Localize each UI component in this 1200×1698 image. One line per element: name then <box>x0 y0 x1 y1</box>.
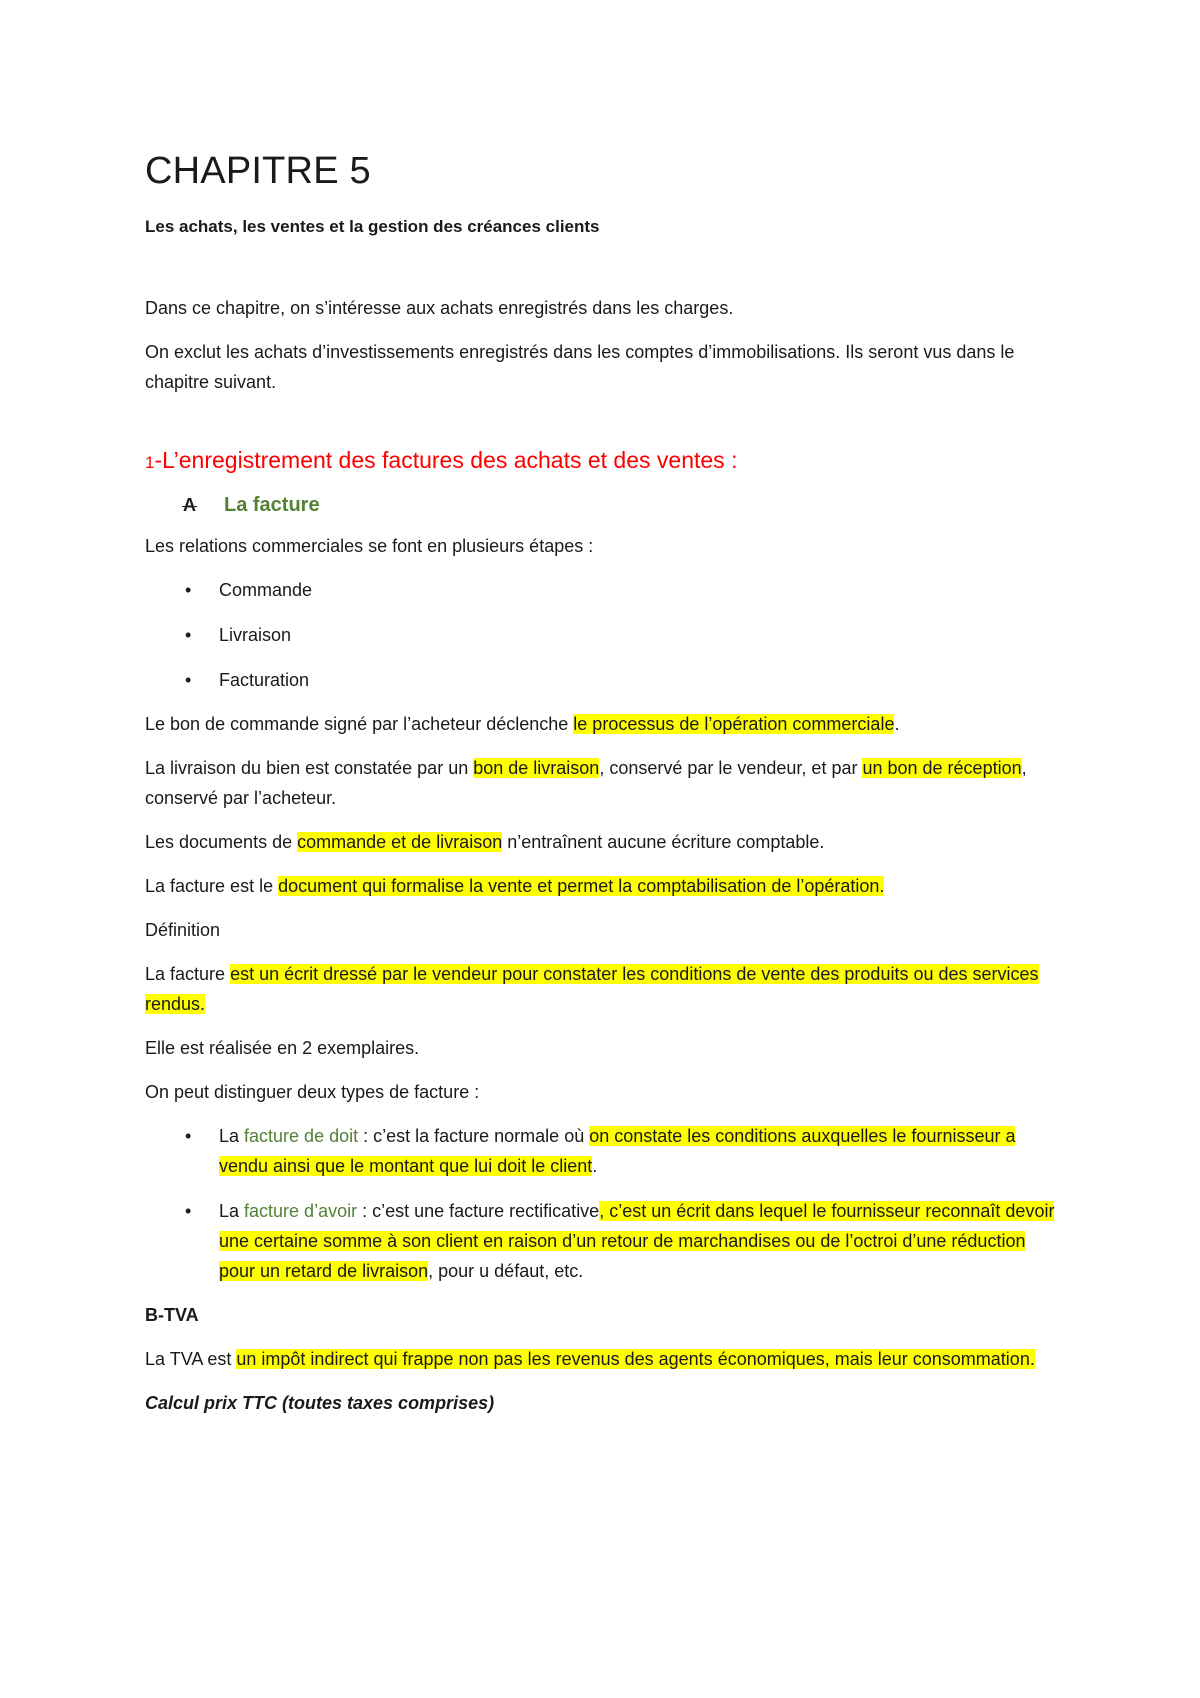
list-item: • La facture de doit : c’est la facture normale où on constate les conditions auxquelles le fournisseur a vendu ainsi que le montant que lui doit le client. <box>145 1121 1065 1181</box>
steps-list <box>145 575 1065 695</box>
subsection-letter: A <box>183 495 196 515</box>
paragraph-documents: Les documents de commande et de livraison n’entraînent aucune écriture comptable. <box>145 832 825 852</box>
subsection-a-heading <box>145 494 1065 517</box>
definition-label: Définition <box>145 920 221 940</box>
chapter-title: CHAPITRE 5 <box>145 150 371 192</box>
subsection-b-heading: B-TVA <box>145 1305 199 1325</box>
chapter-subtitle: Les achats, les ventes et la gestion des créances clients <box>145 217 600 236</box>
paragraph-livraison: La livraison du bien est constatée par un bon de livraison, conservé par le vendeur, et par un bon de réception, conservé par l’acheteur. <box>145 758 1027 808</box>
paragraph-facture: La facture est le document qui formalise la vente et permet la comptabilisation de l’opération. <box>145 876 885 896</box>
list-item: • Facturation <box>145 665 1065 695</box>
list-item: • La facture d’avoir : c’est une facture rectificative, c’est un écrit dans lequel le fournisseur reconnaît devoir une certaine somme à son client en raison d’un retour de marchandises ou de l’octroi d’une réduction pour un retard de livraison, pour u défaut, etc. <box>145 1196 1065 1286</box>
paragraph-tva: La TVA est un impôt indirect qui frappe non pas les revenus des agents économiques, mais leur consommation. <box>145 1349 1035 1369</box>
list-item: • Commande <box>145 575 1065 605</box>
document-content <box>145 150 1065 1418</box>
section-1-heading <box>145 445 1065 478</box>
section-number: 1 <box>145 453 155 472</box>
intro-paragraph-1: Dans ce chapitre, on s’intéresse aux achats enregistrés dans les charges. <box>145 298 734 318</box>
subsection-label: La facture <box>224 494 320 516</box>
types-list <box>145 1121 1065 1286</box>
intro-paragraph-2: On exclut les achats d’investissements enregistrés dans les comptes d’immobilisations. Ils seront vus dans le chapitre suivant. <box>145 342 1015 392</box>
calc-title: Calcul prix TTC (toutes taxes comprises) <box>145 1393 495 1413</box>
bullet-icon: • <box>185 670 192 690</box>
paragraph-definition: La facture est un écrit dressé par le vendeur pour constater les conditions de vente des produits ou des services rendus. <box>145 964 1039 1014</box>
bullet-icon: • <box>185 1126 192 1146</box>
bullet-icon: • <box>185 1201 192 1221</box>
section-title: -L’enregistrement des factures des achats et des ventes : <box>154 447 738 473</box>
relations-intro: Les relations commerciales se font en plusieurs étapes : <box>145 536 594 556</box>
paragraph-bon-commande: Le bon de commande signé par l’acheteur déclenche le processus de l’opération commerciale. <box>145 714 900 734</box>
bullet-icon: • <box>185 625 192 645</box>
bullet-icon: • <box>185 580 192 600</box>
list-item: • Livraison <box>145 620 1065 650</box>
paragraph-types: On peut distinguer deux types de facture : <box>145 1082 480 1102</box>
paragraph-exemplaires: Elle est réalisée en 2 exemplaires. <box>145 1038 420 1058</box>
